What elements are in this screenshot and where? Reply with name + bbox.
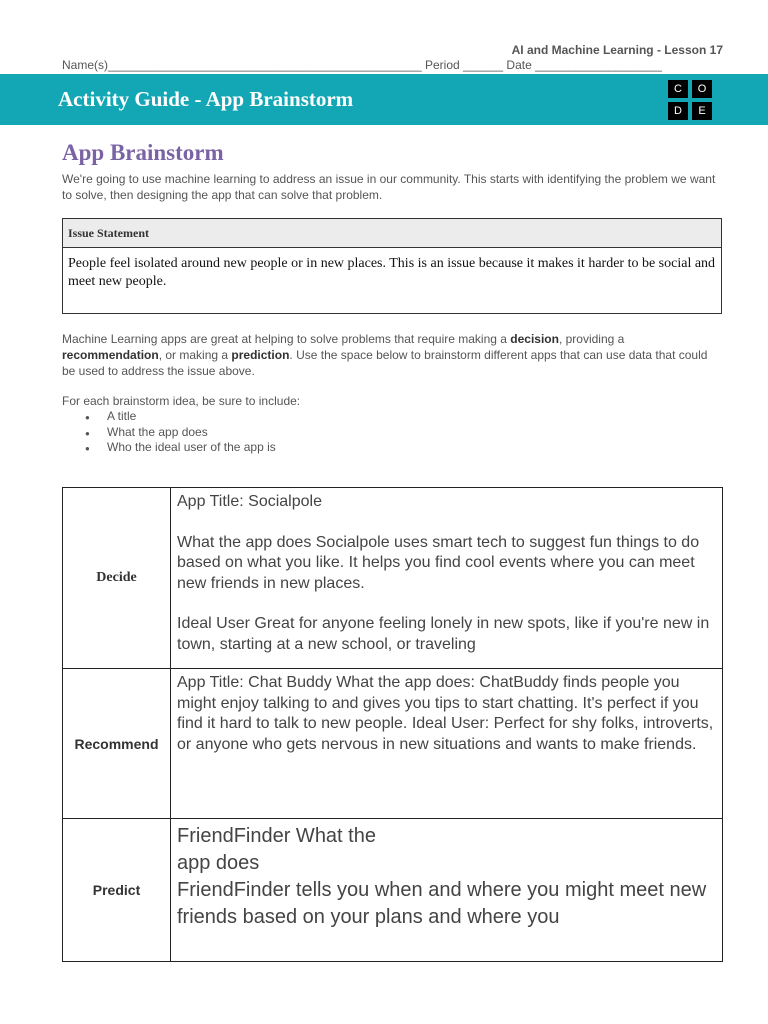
predict-cell[interactable] bbox=[171, 819, 722, 961]
table-row-recommend bbox=[62, 668, 723, 819]
logo-letter-c: C bbox=[668, 80, 688, 98]
title-banner bbox=[0, 74, 768, 125]
ml-apps-paragraph: Machine Learning apps are great at helping to solve problems that require making a decision, providing a recommendation, or making a prediction. Use the space below to brainstorm different apps that can use data that could be used to address the issue above. bbox=[62, 332, 708, 378]
logo-letter-d: D bbox=[668, 102, 688, 120]
list-item: ● A title bbox=[107, 409, 276, 425]
decide-what-line: What the app does Socialpole uses smart tech to suggest fun things to do based on what you like. It helps you find cool events where you can meet new friends in new places. bbox=[177, 533, 700, 592]
issue-statement-text[interactable]: People feel isolated around new people or in new places. This is an issue because it makes it harder to be social and meet new people. bbox=[68, 256, 716, 289]
predict-line: FriendFinder tells you when and where you might meet new friends based on your plans and where you bbox=[177, 879, 707, 928]
bullet-list bbox=[62, 409, 276, 456]
lesson-label: AI and Machine Learning - Lesson 17 bbox=[511, 43, 723, 57]
intro-paragraph: We're going to use machine learning to address an issue in our community. This starts with identifying the problem we want to solve, then designing the app that can solve that problem. bbox=[62, 172, 716, 202]
section-title: App Brainstorm bbox=[62, 140, 224, 165]
predict-line: FriendFinder What the bbox=[177, 825, 376, 847]
issue-statement-box bbox=[62, 218, 722, 314]
row-label-recommend: Recommend bbox=[63, 669, 171, 818]
predict-line: app does bbox=[177, 852, 260, 874]
name-period-date-line: Name(s)_______________________________________________ Period ______ Date ___________________ bbox=[62, 58, 662, 72]
row-label-predict: Predict bbox=[63, 819, 171, 961]
banner-title: Activity Guide - App Brainstorm bbox=[58, 87, 354, 111]
brainstorm-instructions: For each brainstorm idea, be sure to include: bbox=[62, 394, 301, 408]
logo-letter-e: E bbox=[692, 102, 712, 120]
decide-title-line: App Title: Socialpole bbox=[177, 493, 322, 510]
recommend-cell[interactable]: App Title: Chat Buddy What the app does: ChatBuddy finds people you might enjoy talking to and gives you tips to start chatting. It's perfect if you find it hard to talk to new people. Ideal User: Perfect for shy folks, introverts, or anyone who gets nervous in new situations and wants to make friends. bbox=[177, 674, 714, 753]
code-logo bbox=[668, 80, 716, 120]
decide-user-line: Ideal User Great for anyone feeling lonely in new spots, like if you're new in town, starting at a new school, or traveling bbox=[177, 615, 710, 653]
list-item: ● Who the ideal user of the app is bbox=[107, 440, 276, 456]
row-label-decide: Decide bbox=[63, 488, 171, 668]
table-row-predict bbox=[62, 818, 723, 962]
table-row-decide bbox=[62, 487, 723, 669]
brainstorm-table bbox=[62, 487, 723, 962]
decide-cell[interactable] bbox=[171, 488, 722, 668]
issue-statement-heading: Issue Statement bbox=[63, 219, 721, 248]
list-item: ● What the app does bbox=[107, 425, 276, 441]
logo-letter-o: O bbox=[692, 80, 712, 98]
